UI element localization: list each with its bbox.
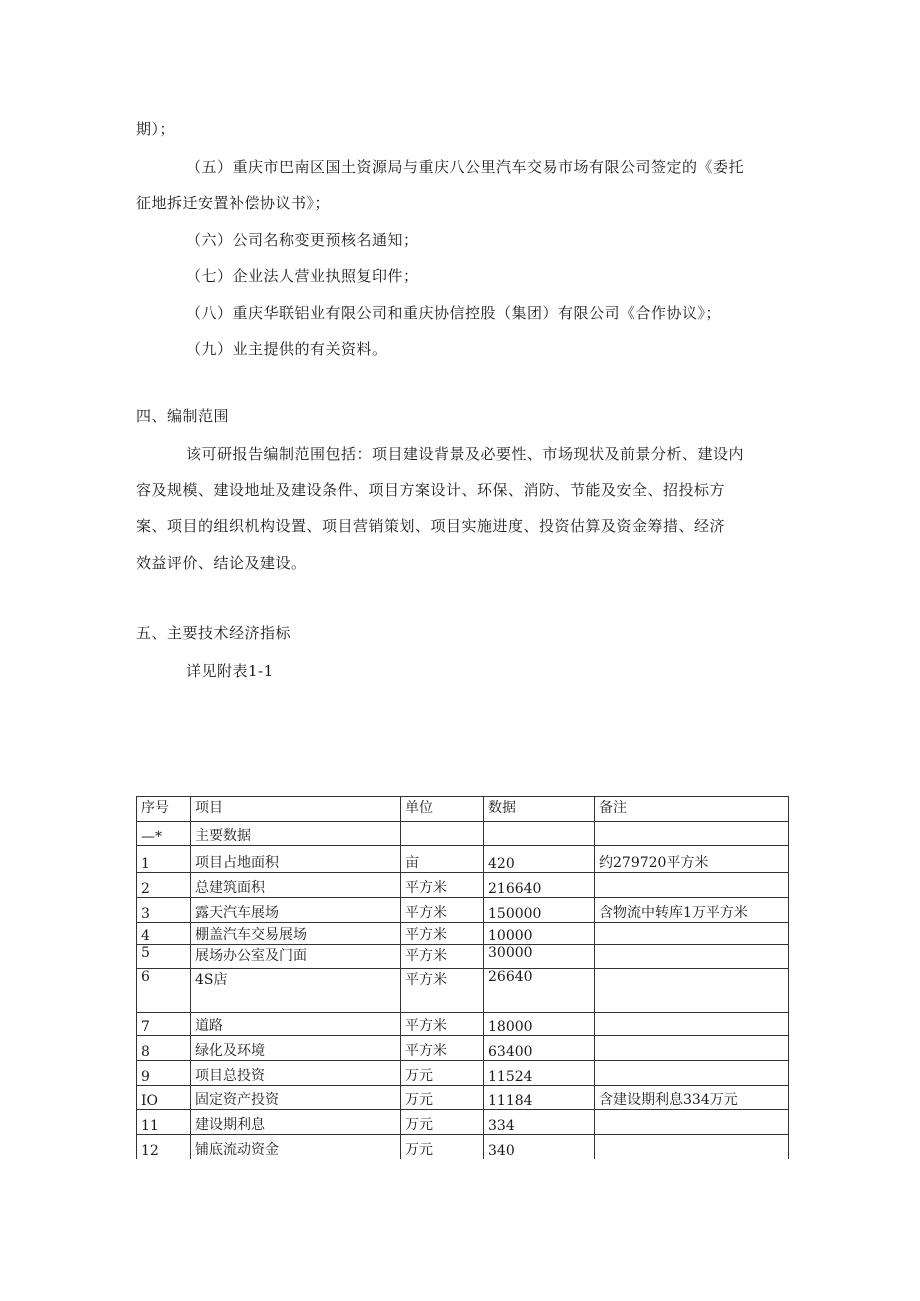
table-cell: 216640: [484, 873, 595, 898]
table-cell: [595, 1036, 789, 1061]
table-header-row: [137, 797, 789, 822]
table-cell: 展场办公室及门面: [191, 945, 401, 969]
table-cell: 平方米: [401, 945, 484, 969]
table-cell: 平方米: [401, 898, 484, 923]
text-line: 该可研报告编制范围包括：项目建设背景及必要性、市场现状及前景分析、建设内: [186, 445, 745, 463]
table-cell: 平方米: [401, 873, 484, 898]
text-line: （九）业主提供的有关资料。: [186, 340, 388, 358]
table-row: [137, 945, 789, 969]
table-cell: [484, 822, 595, 846]
appendix-note: 详见附表1-1: [186, 662, 274, 680]
table-cell: 30000: [484, 945, 595, 969]
table-row: [137, 1135, 789, 1159]
table-row: [137, 1061, 789, 1086]
table-cell: 铺底流动资金: [191, 1135, 401, 1159]
table-header-cell: 序号: [137, 797, 191, 822]
table-cell: 2: [137, 873, 191, 898]
table-cell: 11: [137, 1110, 191, 1135]
text-line: （八）重庆华联铝业有限公司和重庆协信控股（集团）有限公司《合作协议》；: [186, 304, 722, 322]
table-row: [137, 969, 789, 1013]
table-cell: [595, 822, 789, 846]
table-cell: 万元: [401, 1110, 484, 1135]
table-cell: 万元: [401, 1086, 484, 1110]
table-cell: 26640: [484, 969, 595, 1013]
table-cell: 4S店: [191, 969, 401, 1013]
table-cell: [595, 1110, 789, 1135]
table-cell: 4: [137, 923, 191, 945]
text-line: （七）企业法人营业执照复印件；: [186, 267, 419, 285]
text-line: 征地拆迁安置补偿协议书》；: [136, 194, 331, 212]
table-cell: [595, 873, 789, 898]
table-cell: 平方米: [401, 923, 484, 945]
table-cell: 项目总投资: [191, 1061, 401, 1086]
table-cell: 340: [484, 1135, 595, 1159]
table-header-cell: 数据: [484, 797, 595, 822]
table-cell: 334: [484, 1110, 595, 1135]
table-cell: 含物流中转库1万平方米: [595, 898, 789, 923]
table-row: [137, 1013, 789, 1036]
text-line: 效益评价、结论及建设。: [136, 554, 307, 572]
table-cell: [595, 923, 789, 945]
table-cell: 平方米: [401, 1036, 484, 1061]
table-cell: 3: [137, 898, 191, 923]
table-cell: 420: [484, 846, 595, 873]
table-cell: IO: [137, 1086, 191, 1110]
table-cell: 约279720平方米: [595, 846, 789, 873]
table-cell: 150000: [484, 898, 595, 923]
table-cell: 建设期利息: [191, 1110, 401, 1135]
table-cell: [595, 1135, 789, 1159]
table-row: [137, 923, 789, 945]
table-cell: 绿化及环境: [191, 1036, 401, 1061]
table-cell: 亩: [401, 846, 484, 873]
table-cell: 主要数据: [191, 822, 401, 846]
table-cell: 11524: [484, 1061, 595, 1086]
table-cell: 10000: [484, 923, 595, 945]
table-cell: [595, 945, 789, 969]
table-cell: 含建设期利息334万元: [595, 1086, 789, 1110]
table-row: [137, 1110, 789, 1135]
table-cell: [595, 1013, 789, 1036]
table-cell: [595, 1061, 789, 1086]
table-cell: 7: [137, 1013, 191, 1036]
table-cell: 棚盖汽车交易展场: [191, 923, 401, 945]
table-header-cell: 项目: [191, 797, 401, 822]
table-cell: 8: [137, 1036, 191, 1061]
table-cell: —*: [137, 822, 191, 846]
text-line: 期）；: [136, 120, 176, 138]
table-row: [137, 1086, 789, 1110]
table-cell: 露天汽车展场: [191, 898, 401, 923]
table-cell: 12: [137, 1135, 191, 1159]
table-row: [137, 898, 789, 923]
text-line: 案、项目的组织机构设置、项目营销策划、项目实施进度、投资估算及资金筹措、经济: [136, 517, 726, 535]
table-cell: 6: [137, 969, 191, 1013]
table-cell: 平方米: [401, 969, 484, 1013]
table-cell: [401, 822, 484, 846]
table-header-cell: 备注: [595, 797, 789, 822]
section-heading: 五、主要技术经济指标: [136, 624, 292, 642]
table-row: [137, 846, 789, 873]
section-heading: 四、编制范围: [136, 407, 230, 425]
table-row: [137, 822, 789, 846]
table-cell: 18000: [484, 1013, 595, 1036]
table-cell: 5: [137, 945, 191, 969]
table-cell: 固定资产投资: [191, 1086, 401, 1110]
table-cell: 万元: [401, 1135, 484, 1159]
table-row: [137, 1036, 789, 1061]
text-line: 容及规模、建设地址及建设条件、项目方案设计、环保、消防、节能及安全、招投标方: [136, 481, 726, 499]
table-cell: 道路: [191, 1013, 401, 1036]
text-line: （六）公司名称变更预核名通知；: [186, 231, 419, 249]
table-cell: [595, 969, 789, 1013]
table-cell: 1: [137, 846, 191, 873]
table-header-cell: 单位: [401, 797, 484, 822]
text-line: （五）重庆市巴南区国土资源局与重庆八公里汽车交易市场有限公司签定的《委托: [186, 158, 745, 176]
table-cell: 总建筑面积: [191, 873, 401, 898]
table-cell: 平方米: [401, 1013, 484, 1036]
table-cell: 63400: [484, 1036, 595, 1061]
table-cell: 9: [137, 1061, 191, 1086]
table-cell: 万元: [401, 1061, 484, 1086]
table-cell: 项目占地面积: [191, 846, 401, 873]
table-row: [137, 873, 789, 898]
table-cell: 11184: [484, 1086, 595, 1110]
indicator-table: [136, 796, 789, 1159]
